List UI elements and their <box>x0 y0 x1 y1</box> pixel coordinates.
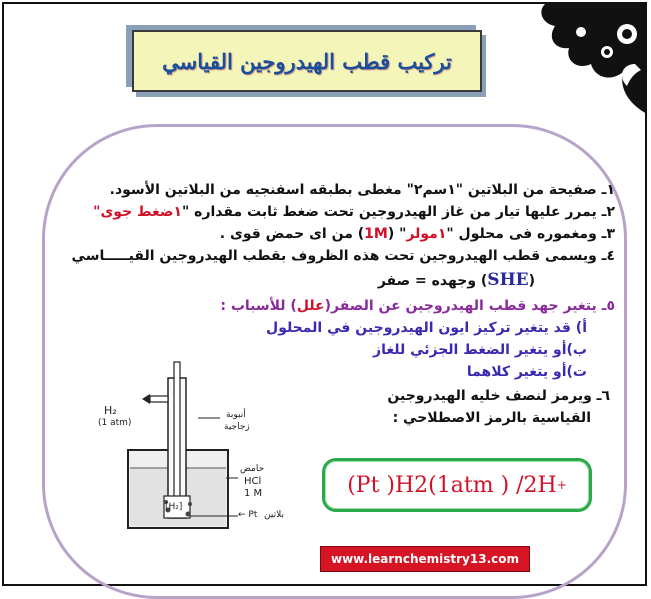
tube-label-2: زجاجية <box>224 422 250 432</box>
line-5 <box>378 270 535 291</box>
hydrogen-electrode-diagram <box>98 358 308 538</box>
cell-notation-charge: + <box>556 478 567 492</box>
line-3-text-c: ) من اى حمض قوى . <box>219 226 365 242</box>
line-6 <box>220 296 615 316</box>
corner-ornament-icon <box>519 4 647 114</box>
line-6-highlight: علل <box>296 298 325 314</box>
line-3-highlight: ١مولر <box>406 226 447 242</box>
line-6-text-a: ٥ـ يتغير جهد قطب الهيدروجين عن الصفر( <box>324 298 615 314</box>
acid-label: حامض <box>240 464 265 474</box>
line-5-she: SHE <box>487 270 529 290</box>
pt-label: ← Pt <box>238 510 258 520</box>
reason-3: ت)أو يتغير كلاهما <box>466 364 587 380</box>
bubble-label: [H₂] <box>165 502 183 512</box>
line-5-text-b: ) وجهده = صفر <box>377 273 488 289</box>
line-2-text-b: " <box>93 204 101 220</box>
line-1: ١ـ صفيحة من البلاتين "١سم٢" مغطى بطبقه اسفنجيه من البلاتين الأسود. <box>109 182 615 198</box>
line-8: القياسية بالرمز الاصطلاحي : <box>392 410 591 426</box>
line-6-text-b: ) للأسباب : <box>220 298 297 314</box>
line-3-1m: 1M <box>364 226 388 242</box>
website-url-box[interactable] <box>320 546 530 572</box>
hcl-label: HCl <box>244 476 262 487</box>
line-4: ٤ـ ويسمى قطب الهيدروجين تحت هذه الظروف بقطب الهيدروجين القيـــــاسي <box>71 248 615 264</box>
title-banner <box>132 30 482 92</box>
line-3 <box>220 224 615 244</box>
line-3-text-a: ٣ـ ومغموره فى محلول " <box>446 226 615 242</box>
line-3-text-b: " ( <box>387 226 407 242</box>
cell-notation-box <box>322 458 592 512</box>
page-title: تركيب قطب الهيدروجين القياسي <box>162 48 452 74</box>
line-2-highlight: ١ضغط جوى <box>100 204 183 220</box>
line-5-text-a: ( <box>528 273 535 289</box>
line-2-text-a: ٢ـ يمرر عليها تيار من غاز الهيدروجين تحت ضغط ثابت مقداره " <box>182 204 615 220</box>
atm-label: (1 atm) <box>98 418 132 428</box>
concentration-label: 1 M <box>244 488 263 499</box>
platinum-label: بلاتين <box>264 510 284 520</box>
reason-1: أ) قد يتغير تركيز ايون الهيدروجين في المحلول <box>266 320 587 336</box>
h2-label: H₂ <box>104 404 117 417</box>
line-2 <box>93 202 615 222</box>
line-7: ٦ـ ويرمز لنصف خليه الهيدروجين <box>387 388 610 404</box>
tube-label-1: أنبوبة <box>226 410 246 420</box>
reason-2: ب)أو يتغير الضغط الجزئي للغاز <box>373 342 587 358</box>
website-url[interactable]: www.learnchemistry13.com <box>330 552 519 566</box>
cell-notation: (Pt )H2(1atm ) /2H <box>347 472 557 498</box>
